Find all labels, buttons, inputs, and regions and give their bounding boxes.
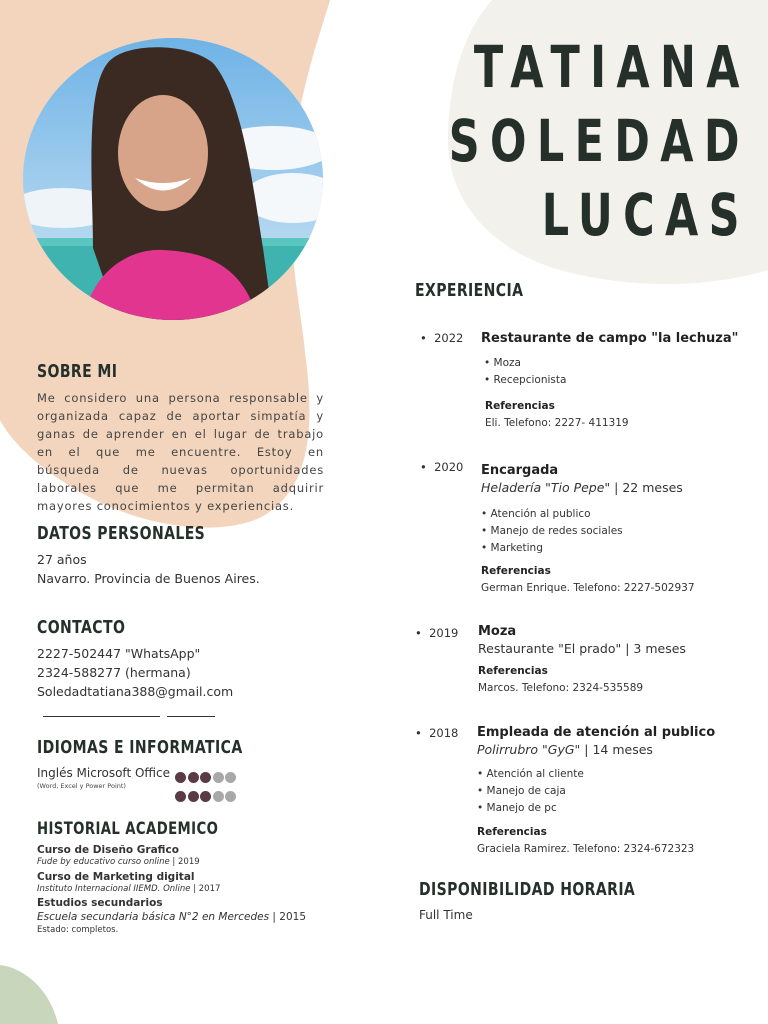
datos-personales-heading: DATOS PERSONALES <box>37 523 206 544</box>
email: Soledadtatiana388@gmail.com <box>37 684 234 699</box>
name-middle: SOLEDAD <box>448 107 750 175</box>
rating-dot <box>200 772 211 783</box>
job-year-value: 2019 <box>429 626 459 640</box>
job-bullet-text: Manejo de caja <box>486 785 566 797</box>
job-year: • 2022 <box>420 331 464 345</box>
idiomas-heading: IDIOMAS E INFORMATICA <box>37 737 243 758</box>
job-title: Restaurante de campo "la lechuza" <box>481 331 739 346</box>
job-year-value: 2018 <box>429 726 459 740</box>
job-bullet-text: Manejo de pc <box>486 802 557 814</box>
job-bullet: • Manejo de pc <box>477 802 557 814</box>
profile-photo <box>23 38 323 320</box>
contacto-heading: CONTACTO <box>37 617 126 638</box>
ref-text: Graciela Ramirez. Telefono: 2324-672323 <box>477 843 695 855</box>
job-bullet-text: Marketing <box>490 542 543 554</box>
job-duration: | 3 meses <box>621 641 686 656</box>
skill-rating-2 <box>175 787 238 806</box>
job-year: • 2018 <box>415 726 459 740</box>
course-status: Estado: completos. <box>37 925 119 935</box>
age: 27 años <box>37 552 87 567</box>
job-bullet: • Moza <box>484 357 521 369</box>
rating-dot <box>200 791 211 802</box>
job-bullet: • Marketing <box>481 542 543 554</box>
job-duration: | 14 meses <box>580 742 653 757</box>
job-duration: | 22 meses <box>610 480 683 495</box>
rating-dot <box>225 772 236 783</box>
course-title: Curso de Diseño Grafico <box>37 844 179 856</box>
skill-note: (Word, Excel y Power Point) <box>37 782 126 790</box>
job-year: • 2019 <box>415 626 459 640</box>
job-title: Empleada de atención al publico <box>477 725 716 740</box>
phone-whatsapp: 2227-502447 "WhatsApp" <box>37 646 201 661</box>
job-subtitle <box>481 480 683 495</box>
job-bullet-text: Recepcionista <box>493 374 567 386</box>
job-bullet-text: Moza <box>493 357 521 369</box>
ref-label: Referencias <box>477 826 547 838</box>
sage-blob <box>0 965 58 1024</box>
historial-heading: HISTORIAL ACADEMICO <box>37 819 219 839</box>
job-place: Polirrubro "GyG" <box>477 742 581 757</box>
course-year: | 2015 <box>269 911 307 923</box>
job-bullet: • Manejo de caja <box>477 785 566 797</box>
rating-dot <box>188 791 199 802</box>
job-year: • 2020 <box>420 460 464 474</box>
divider-line-short <box>167 716 215 717</box>
job-year-value: 2020 <box>434 460 464 474</box>
rating-dot <box>213 791 224 802</box>
course-title: Curso de Marketing digital <box>37 871 195 883</box>
course-place: Fude by educativo curso online <box>37 857 170 867</box>
course-year: | 2019 <box>169 857 200 867</box>
job-year-value: 2022 <box>434 331 464 345</box>
rating-dot <box>225 791 236 802</box>
location: Navarro. Provincia de Buenos Aires. <box>37 571 260 586</box>
job-subtitle <box>478 641 686 656</box>
course-place: Instituto Internacional IIEMD. Online <box>37 884 191 894</box>
job-bullet: • Manejo de redes sociales <box>481 525 623 537</box>
job-place: Heladería "Tio Pepe" <box>481 480 611 495</box>
job-bullet: • Atención al publico <box>481 508 591 520</box>
job-subtitle <box>477 742 653 757</box>
job-title: Encargada <box>481 463 559 478</box>
rating-dot <box>175 772 186 783</box>
job-title: Moza <box>478 624 517 639</box>
ref-label: Referencias <box>478 665 548 677</box>
course-detail <box>37 884 220 894</box>
job-bullet: • Atención al cliente <box>477 768 584 780</box>
job-bullet-text: Atención al publico <box>490 508 591 520</box>
rating-dot <box>213 772 224 783</box>
ref-label: Referencias <box>485 400 555 412</box>
disponibilidad-value: Full Time <box>419 908 473 922</box>
rating-dot <box>188 772 199 783</box>
ref-text: Marcos. Telefono: 2324-535589 <box>478 682 644 694</box>
experiencia-heading: EXPERIENCIA <box>415 280 524 301</box>
sobre-mi-text: Me considero una persona responsable y organizada capaz de aportar simpatía y ganas de aprender en el lugar de trabajo en el que me encuentre. Estoy en búsqueda de nuevas oportunidades laborales que me permitan adquirir mayores conocimientos y experiencias. <box>37 391 324 513</box>
disponibilidad-heading: DISPONIBILIDAD HORARIA <box>419 879 636 900</box>
course-detail <box>37 911 306 923</box>
course-detail <box>37 857 200 867</box>
name-last: LUCAS <box>541 181 750 249</box>
ref-label: Referencias <box>481 565 551 577</box>
job-place: Restaurante "El prado" <box>478 641 622 656</box>
job-bullet-text: Manejo de redes sociales <box>490 525 623 537</box>
skill-rating-1 <box>175 768 238 787</box>
sobre-mi-heading: SOBRE MI <box>37 361 118 382</box>
job-bullet-text: Atención al cliente <box>486 768 584 780</box>
course-year: | 2017 <box>190 884 221 894</box>
phone-sister: 2324-588277 (hermana) <box>37 665 191 680</box>
ref-text: German Enrique. Telefono: 2227-502937 <box>481 582 695 594</box>
ref-text: Eli. Telefono: 2227- 411319 <box>485 417 629 429</box>
divider-line <box>43 716 160 717</box>
rating-dot <box>175 791 186 802</box>
name-first: TATIANA <box>474 33 750 101</box>
skill-name: Inglés Microsoft Office <box>37 766 170 780</box>
job-bullet: • Recepcionista <box>484 374 567 386</box>
full-name <box>449 30 750 252</box>
course-place: Escuela secundaria básica N°2 en Mercedes <box>37 911 270 923</box>
course-title: Estudios secundarios <box>37 897 163 909</box>
